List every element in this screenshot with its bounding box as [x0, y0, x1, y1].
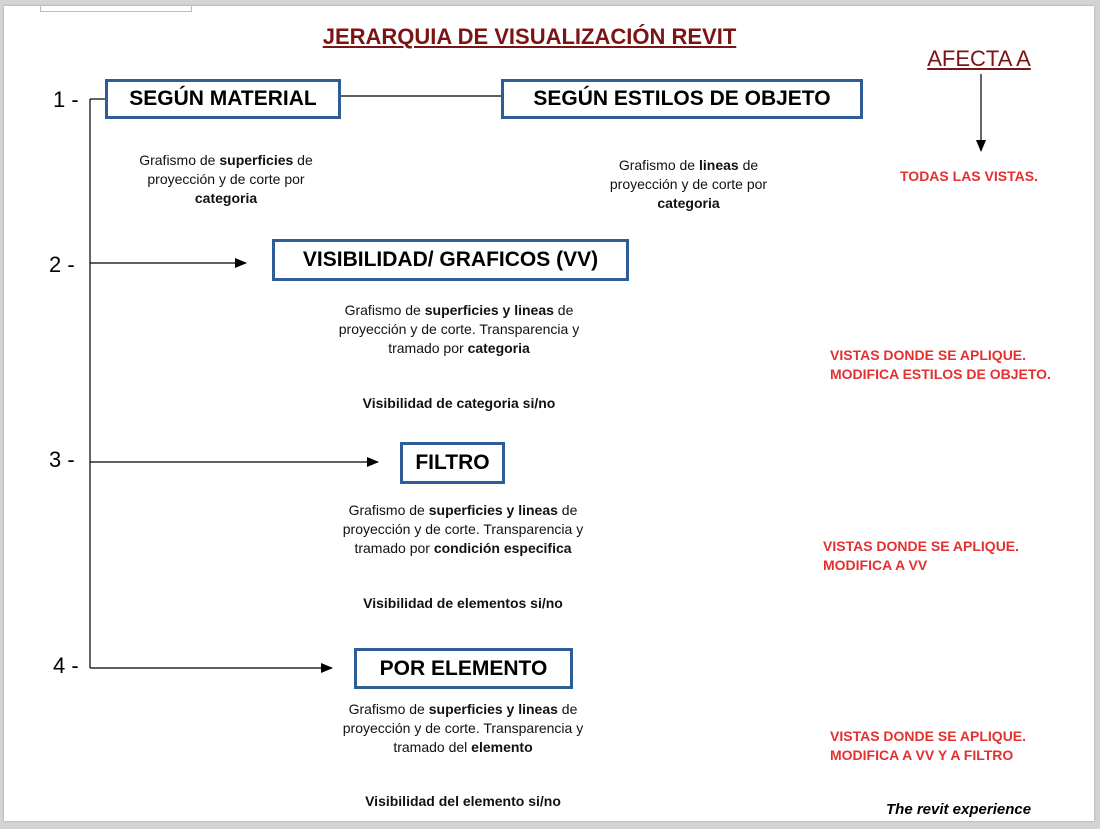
desc-elemento: Grafismo de superficies y lineas de proyección y de corte. Transparencia y tramado del elemento — [342, 701, 584, 755]
box-por-elemento: POR ELEMENTO — [354, 648, 573, 689]
visibility-vv: Visibilidad de categoria si/no — [362, 395, 556, 411]
footer-credit: The revit experience — [886, 801, 1032, 818]
level-number-1: 1 - — [53, 87, 79, 112]
desc-filtro: Grafismo de superficies y lineas de proyección y de corte. Transparencia y tramado por condición especifica — [342, 502, 584, 556]
desc-material: Grafismo de superficies de proyección y de corte por categoria — [139, 152, 313, 206]
box-segun-estilos: SEGÚN ESTILOS DE OBJETO — [501, 79, 863, 119]
affects-level2: VISTAS DONDE SE APLIQUE. MODIFICA ESTILOS DE OBJETO. — [830, 347, 1051, 382]
diagram-page — [4, 6, 1094, 821]
visibility-elemento: Visibilidad del elemento si/no — [365, 793, 561, 809]
desc-estilos: Grafismo de lineas de proyección y de corte por categoria — [609, 157, 768, 211]
level-number-2: 2 - — [49, 252, 75, 277]
affects-level1: TODAS LAS VISTAS. — [900, 168, 1038, 184]
diagram-title: JERARQUIA DE VISUALIZACIÓN REVIT — [322, 24, 737, 49]
level-number-3: 3 - — [49, 447, 75, 472]
affects-header: AFECTA A — [927, 46, 1031, 71]
affects-level4: VISTAS DONDE SE APLIQUE. MODIFICA A VV Y A FILTRO — [830, 728, 1027, 763]
visibility-filtro: Visibilidad de elementos si/no — [363, 595, 563, 611]
box-segun-material: SEGÚN MATERIAL — [105, 79, 341, 119]
connector-lines — [4, 6, 1094, 821]
box-filtro: FILTRO — [400, 442, 505, 484]
box-visibilidad-graficos: VISIBILIDAD/ GRAFICOS (VV) — [272, 239, 629, 281]
affects-level3: VISTAS DONDE SE APLIQUE. MODIFICA A VV — [823, 538, 1020, 573]
level-number-4: 4 - — [53, 653, 79, 678]
desc-vv: Grafismo de superficies y lineas de proyección y de corte. Transparencia y tramado por categoria — [338, 302, 580, 356]
